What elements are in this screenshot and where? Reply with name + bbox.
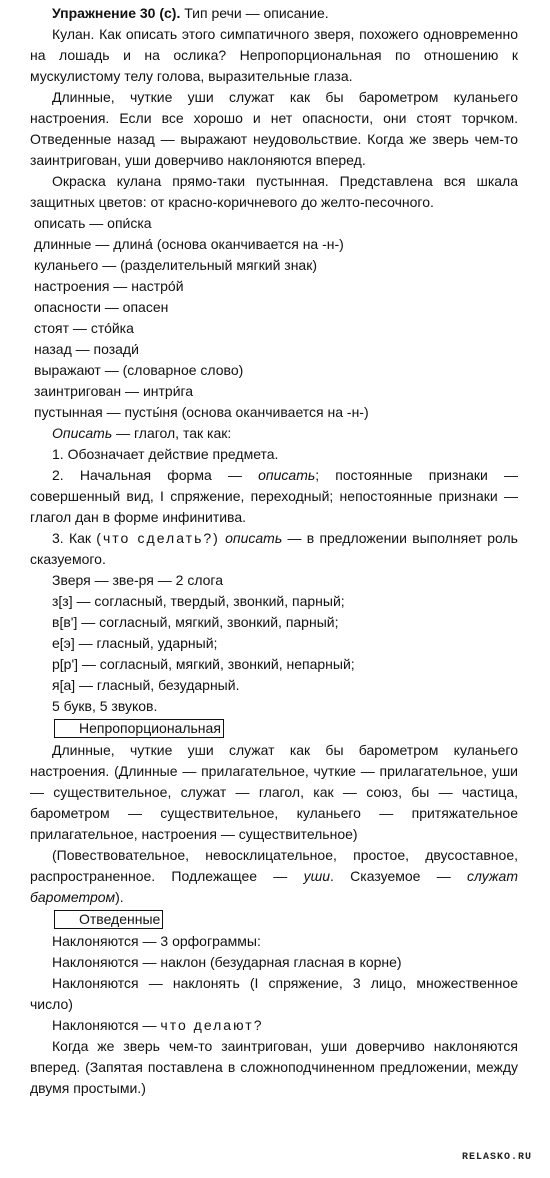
final-sentence-text: Когда же зверь чем-то заинтригован, уши доверчиво наклоняются вперед. — [30, 1038, 518, 1075]
verb-line: Наклоняются — наклонять (I спряжение, 3 лицо, множественное число) — [30, 975, 518, 1012]
characteristics-text: (Повествовательное, невосклицательное, простое, двусоставное, распространенное. Подлежащее — — [30, 847, 518, 884]
verb-line: Наклоняются — наклон (безударная гласная в корне) — [52, 954, 402, 970]
phonetic-word: Зверя — зве-ря — 2 слога — [52, 572, 224, 588]
phonetic-summary: 5 букв, 5 звуков. — [52, 698, 158, 714]
word-check-item: куланьего — (разделительный мягкий знак) — [34, 257, 318, 273]
analysis-item-1: 1. Обозначает действие предмета. — [52, 446, 279, 462]
exercise-heading — [30, 3, 518, 24]
exercise-number: Упражнение 30 (с). — [52, 5, 181, 21]
word-check-item: выражают — (словарное слово) — [34, 362, 244, 378]
predicate-words: служат барометром — [30, 868, 518, 905]
morphological-analysis — [30, 423, 518, 570]
phonetic-sound: в[в'] — согласный, мягкий, звонкий, парный; — [52, 614, 339, 630]
analyzed-sentence — [30, 740, 518, 845]
phonetic-analysis — [30, 570, 518, 717]
word-check-item: пустынная — пусты́ня (основа оканчивается на -н-) — [34, 404, 369, 420]
analysis-item-2-rest: ; постоянные признаки — совершенный вид, I спряжение, переходный; непостоянные признаки — глагол дан в форме инфинитива. — [30, 467, 519, 525]
phonetic-sound: е[э] — гласный, ударный; — [52, 635, 218, 651]
analysis-item-3 — [30, 528, 518, 570]
sentence-characteristics — [30, 845, 518, 908]
syntax-analysis — [30, 740, 518, 908]
analysis-item-2 — [30, 465, 518, 528]
word-check-list — [30, 213, 518, 423]
verb-line — [30, 1015, 518, 1036]
verb-line-text: Наклоняются — — [52, 1017, 161, 1033]
characteristics-mid: . Сказуемое — — [330, 868, 468, 884]
final-sentence — [30, 1036, 518, 1099]
sentence-text: Длинные, чуткие уши служат как бы барометром куланьего настроения. — [30, 742, 518, 779]
analysis-item-3-text: 3. Как — [52, 530, 97, 546]
characteristics-end: ). — [115, 889, 124, 905]
analysis-intro-text: — глагол, так как: — [112, 425, 232, 441]
text-paragraph-2: Длинные, чуткие уши служат как бы барометром куланьего настроения. Если все хорошо и нет опасности, они стоят торчком. Отведенные назад — выражают неудовольствие. Когда же зверь чем-то заинтригован, уши доверчиво наклоняются вперед. — [30, 89, 518, 168]
verb-line: Наклоняются — 3 орфограммы: — [52, 933, 261, 949]
word-check-item: длинные — длина́ (основа оканчивается на -н-) — [34, 236, 344, 252]
morphemic-word-2: Отведенные — [54, 910, 163, 929]
word-check-item: опасности — опасен — [34, 299, 169, 315]
exercise-topic: Тип речи — описание. — [184, 5, 329, 21]
word-check-item: стоят — сто́йка — [34, 320, 134, 336]
analysis-item-3-question: (что сделать?) — [96, 530, 220, 546]
sentence-parts: (Длинные — прилагательное, чуткие — прилагательное, уши — существительное, служат — глагол, как — союз, бы — частица, барометром — существительное, куланьего — притяжательное прилагательное, настроения — существительное) — [30, 763, 518, 842]
analysis-word: Описать — [52, 425, 113, 441]
verb-analysis — [30, 931, 518, 1036]
text-paragraph-3: Окраска кулана прямо-таки пустынная. Представлена вся шкала защитных цветов: от красно-коричневого до желто-песочного. — [30, 173, 518, 210]
phonetic-sound: з[з] — согласный, твердый, звонкий, парный; — [52, 593, 345, 609]
word-check-item: назад — позади́ — [34, 341, 139, 357]
word-check-item: заинтригован — интри́га — [34, 383, 194, 399]
watermark: RELASKO.RU — [461, 1152, 532, 1163]
morphemic-line-1 — [30, 717, 518, 740]
document-page — [30, 3, 518, 1099]
analysis-intro — [30, 423, 518, 444]
word-check-item: настроения — настро́й — [34, 278, 184, 294]
final-sentence-comment: (Запятая поставлена в сложноподчиненном предложении, между двумя простыми.) — [30, 1059, 518, 1096]
verb-question: что делают? — [160, 1017, 264, 1033]
morphemic-line-2 — [30, 908, 518, 931]
subject-word: уши — [303, 868, 331, 884]
analysis-item-3-word: описать — [219, 530, 283, 546]
analysis-item-3-rest: — в предложении выполняет роль сказуемого. — [30, 530, 518, 567]
analysis-item-2-word: описать — [258, 467, 316, 483]
text-paragraph-1: Кулан. Как описать этого симпатичного зверя, похожего одновременно на лошадь и на ослика? Непропорциональная по отношению к мускулистому телу голова, выразительные глаза. — [30, 26, 518, 84]
phonetic-sound: я[а] — гласный, безударный. — [52, 677, 240, 693]
analysis-item-2-text: 2. Начальная форма — — [52, 467, 259, 483]
morphemic-word-1: Непропорциональная — [54, 719, 224, 738]
phonetic-sound: р[р'] — согласный, мягкий, звонкий, непарный; — [52, 656, 355, 672]
word-check-item: описать — опи́ска — [34, 215, 152, 231]
